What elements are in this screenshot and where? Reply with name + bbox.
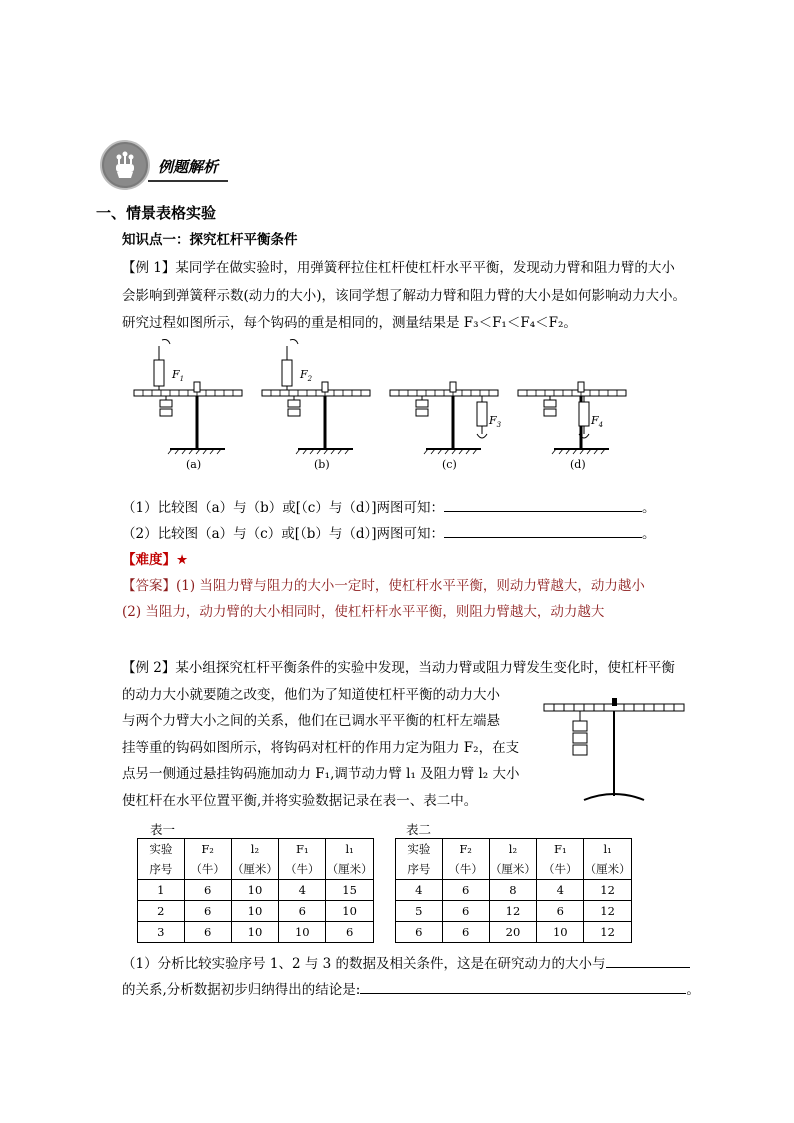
lever-figures [130, 338, 650, 473]
figure-caption: (a) [186, 458, 202, 471]
hand-hook [477, 434, 487, 438]
table-header-cell: （厘米） [326, 859, 374, 880]
ex1-q2-blank[interactable] [444, 523, 642, 538]
ex2-line6: 使杠杆在水平位置平衡,并将实验数据记录在表一、表二中。 [122, 793, 478, 809]
spring-scale [579, 402, 589, 426]
ex1-q2-period: 。 [642, 526, 656, 542]
table-cell: 15 [326, 880, 374, 901]
force-subscript: 2 [307, 375, 313, 383]
spring-scale [282, 360, 292, 386]
table-cell: 12 [584, 880, 632, 901]
table-cell: 10 [279, 922, 326, 943]
table-cell: 6 [326, 922, 374, 943]
force-label: $F_2$ [300, 368, 313, 383]
weight [544, 400, 556, 407]
table-header-cell: 实验 [396, 839, 443, 860]
table-header-cell: （牛） [442, 859, 489, 880]
table-cell: 6 [442, 880, 489, 901]
weight [160, 400, 172, 407]
table-row [396, 922, 632, 943]
ex1-question1 [122, 496, 656, 516]
spring-scale [154, 360, 164, 386]
weight [416, 400, 428, 407]
table-header-row [138, 839, 374, 860]
ex2-q1-period: 。 [686, 982, 700, 998]
section-title: 一、情景表格实验 [96, 204, 217, 222]
table2-caption: 表二 [406, 822, 432, 837]
ex2-question1 [122, 952, 690, 972]
hand-hook [290, 340, 298, 345]
ex2-line5: 点另一侧通过悬挂钩码施加动力 F₁,调节动力臂 l₁ 及阻力臂 l₂ 大小 [122, 766, 520, 782]
ex2-q1-conclusion-blank[interactable] [360, 979, 686, 994]
figure-caption: (c) [442, 458, 457, 471]
table-header-cell: l₂ [489, 839, 537, 860]
ex2-q1-blank[interactable] [606, 953, 690, 968]
ex2-q1-text: （1）分析比较实验序号 1、2 与 3 的数据及相关条件，这是在研究动力的大小与 [122, 956, 606, 972]
weight [544, 409, 556, 416]
table-header-cell: F₁ [537, 839, 584, 860]
table-cell: 5 [396, 901, 443, 922]
table1 [137, 838, 374, 943]
table-header-cell: （厘米） [489, 859, 537, 880]
ex1-line1: 【例 1】某同学在做实验时，用弹簧秤拉住杠杆使杠杆水平平衡，发现动力臂和阻力臂的大小 [122, 260, 675, 276]
table-cell: 12 [584, 922, 632, 943]
table-cell: 4 [537, 880, 584, 901]
table-cell: 12 [489, 901, 537, 922]
ex1-question2 [122, 522, 656, 542]
knowledge-point-title: 知识点一：探究杠杆平衡条件 [122, 232, 298, 248]
ex1-q1-period: 。 [642, 500, 656, 516]
table-header-cell: 序号 [396, 859, 443, 880]
table-header-cell: （牛） [537, 859, 584, 880]
table-cell: 6 [184, 901, 231, 922]
table-row [138, 901, 374, 922]
pivot [450, 382, 456, 392]
answer-line2: (2) 当阻力，动力臂的大小相同时，使杠杆杆水平平衡，则阻力臂越大，动力越大 [122, 604, 605, 620]
header-underline [148, 180, 228, 182]
table-header-cell: l₁ [584, 839, 632, 860]
figure-caption: (d) [570, 458, 586, 471]
pivot [322, 382, 328, 392]
difficulty-label: 【难度】 [122, 552, 176, 568]
difficulty [122, 548, 188, 568]
section-header-icon [100, 140, 150, 190]
pivot [194, 382, 200, 392]
table-cell: 6 [279, 901, 326, 922]
table-cell: 10 [231, 901, 279, 922]
header-title: 例题解析 [158, 158, 219, 176]
table-cell: 10 [537, 922, 584, 943]
table-header-row [396, 839, 632, 860]
force-label: $F_3$ [489, 414, 502, 429]
table-cell: 8 [489, 880, 537, 901]
force-label: $F_4$ [591, 414, 604, 429]
table-cell: 6 [184, 922, 231, 943]
table-cell: 6 [396, 922, 443, 943]
table-cell: 10 [231, 922, 279, 943]
lever-stand-figure [540, 696, 690, 806]
table1-caption: 表一 [150, 822, 176, 837]
force-label: $F_1$ [172, 368, 185, 383]
table-row [396, 901, 632, 922]
table-row [138, 922, 374, 943]
table-header-cell: F₂ [442, 839, 489, 860]
ex1-line3: 研究过程如图所示，每个钩码的重是相同的，测量结果是 F₃＜F₁＜F₄＜F₂。 [122, 315, 577, 331]
table-header-cell: 实验 [138, 839, 185, 860]
ex2-line4: 挂等重的钩码如图所示，将钩码对杠杆的作用力定为阻力 F₂，在支 [122, 740, 520, 756]
weight [288, 400, 300, 407]
force-subscript: 4 [598, 421, 604, 429]
figure-caption: (b) [314, 458, 330, 471]
weight [416, 409, 428, 416]
table-cell: 10 [326, 901, 374, 922]
lever-figure [134, 340, 242, 472]
table-header-row [138, 859, 374, 880]
table-header-row [396, 859, 632, 880]
force-subscript: 3 [496, 421, 502, 429]
table-cell: 10 [231, 880, 279, 901]
table-header-cell: 序号 [138, 859, 185, 880]
table-row [138, 880, 374, 901]
table-header-cell: （牛） [279, 859, 326, 880]
table-header-cell: （厘米） [584, 859, 632, 880]
weight [288, 409, 300, 416]
table2 [395, 838, 632, 943]
difficulty-star: ★ [176, 552, 189, 568]
weight [160, 409, 172, 416]
table-cell: 1 [138, 880, 185, 901]
ex2-line3: 与两个力臂大小之间的关系，他们在已调水平平衡的杠杆左端悬 [122, 713, 500, 729]
ex1-q2-text: （2）比较图（a）与（c）或[（b）与（d）]两图可知： [122, 526, 445, 542]
ex1-q1-blank[interactable] [444, 497, 642, 512]
table-cell: 6 [184, 880, 231, 901]
pivot [578, 382, 584, 392]
spring-scale [477, 402, 487, 426]
ex2-line1: 【例 2】某小组探究杠杆平衡条件的实验中发现，当动力臂或阻力臂发生变化时，使杠杆平衡 [122, 660, 675, 676]
ex1-line2: 会影响到弹簧秤示数(动力的大小)，该同学想了解动力臂和阻力臂的大小是如何影响动力大小。 [122, 288, 687, 304]
table-cell: 12 [584, 901, 632, 922]
table-header-cell: F₁ [279, 839, 326, 860]
table-cell: 4 [396, 880, 443, 901]
ex2-q1-conclusion-text: 的关系,分析数据初步归纳得出的结论是: [122, 982, 361, 998]
table-cell: 6 [442, 901, 489, 922]
table-cell: 20 [489, 922, 537, 943]
table-header-cell: l₂ [231, 839, 279, 860]
table-row [396, 880, 632, 901]
hand-hook [162, 340, 170, 345]
table-cell: 6 [537, 901, 584, 922]
table-header-cell: （厘米） [231, 859, 279, 880]
table-header-cell: F₂ [184, 839, 231, 860]
answer-line1: 【答案】(1) 当阻力臂与阻力的大小一定时，使杠杆水平平衡，则动力臂越大，动力越小 [122, 578, 645, 594]
table-cell: 4 [279, 880, 326, 901]
force-subscript: 1 [179, 375, 185, 383]
table-header-cell: （牛） [184, 859, 231, 880]
lever-figure [390, 382, 502, 471]
table-cell: 2 [138, 901, 185, 922]
table-cell: 3 [138, 922, 185, 943]
ex1-q1-text: （1）比较图（a）与（b）或[（c）与（d）]两图可知： [122, 500, 445, 516]
table-header-cell: l₁ [326, 839, 374, 860]
ex2-question1-cont [122, 978, 700, 998]
lever-figure [262, 340, 370, 472]
lever-figure [518, 382, 626, 471]
ex2-line2: 的动力大小就要随之改变，他们为了知道使杠杆平衡的动力大小 [122, 687, 500, 703]
table-cell: 6 [442, 922, 489, 943]
